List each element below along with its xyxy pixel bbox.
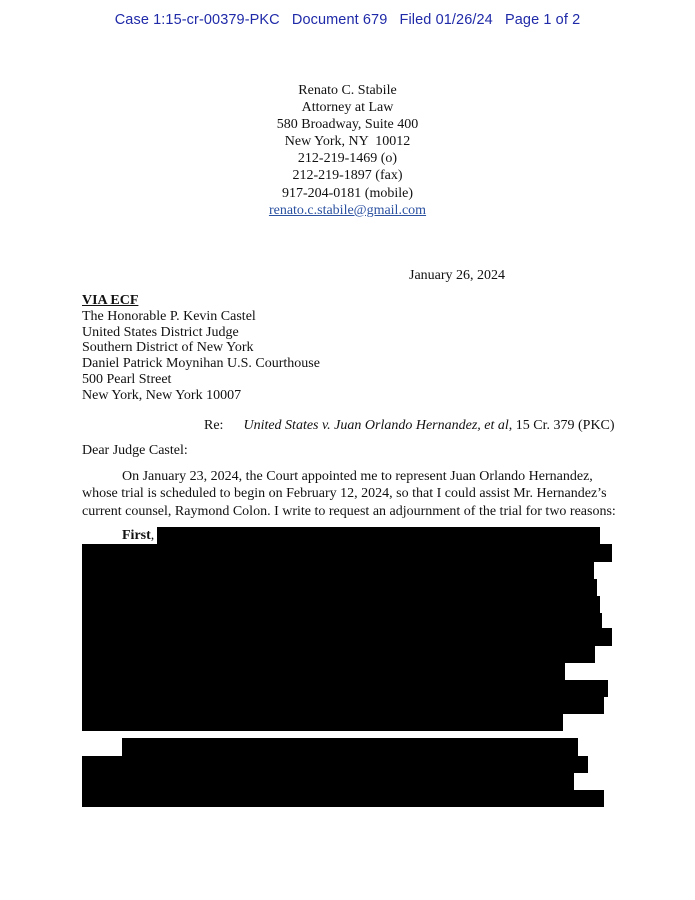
redaction-bar: [82, 773, 574, 790]
case-number: Case 1:15-cr-00379-PKC: [114, 12, 280, 28]
redaction-bar: [82, 544, 612, 562]
first-reason-label: [122, 528, 154, 544]
addressee-line: The Honorable P. Kevin Castel: [82, 308, 256, 324]
email-link[interactable]: renato.c.stabile@gmail.com: [268, 202, 427, 218]
attorney-name: Renato C. Stabile: [298, 83, 397, 98]
paragraph-line: whose trial is scheduled to begin on February 12, 2024, so that I could assist Mr. Hernandez’s: [82, 486, 607, 502]
redaction-bar: [82, 628, 612, 646]
addressee-block: [82, 293, 320, 404]
addressee-line: Daniel Patrick Moynihan U.S. Courthouse: [82, 356, 320, 372]
page-indicator: Page 1 of 2: [504, 12, 581, 28]
paragraph-line: current counsel, Raymond Colon. I write to request an adjournment of the trial for two reasons:: [82, 503, 616, 519]
first-label: First: [122, 528, 151, 543]
re-line: [204, 418, 615, 434]
addressee-line: Southern District of New York: [82, 340, 254, 356]
mobile-phone: 917-204-0181 (mobile): [281, 185, 414, 201]
city-address: New York, NY 10012: [284, 134, 411, 150]
fax-number: 212-219-1897 (fax): [292, 168, 403, 184]
redaction-bar: [82, 596, 600, 613]
letterhead: [0, 82, 695, 219]
redaction-bar: [157, 527, 600, 544]
letter-date: January 26, 2024: [409, 268, 506, 283]
redaction-bar: [82, 680, 608, 697]
delivery-method: VIA ECF: [82, 293, 139, 308]
addressee-line: United States District Judge: [82, 324, 239, 340]
filed-date: Filed 01/26/24: [399, 12, 493, 28]
redaction-bar: [82, 663, 565, 680]
addressee-line: 500 Pearl Street: [82, 371, 172, 387]
attorney-title: Attorney at Law: [301, 100, 394, 116]
redaction-bar: [82, 714, 563, 731]
document-number: Document 679: [291, 12, 388, 28]
redaction-bar: [82, 579, 597, 596]
redaction-bar: [82, 756, 588, 773]
body-paragraph: [82, 468, 616, 520]
redaction-bar: [82, 562, 594, 579]
redaction-bar: [82, 790, 604, 807]
redaction-bar: [82, 697, 604, 714]
court-filing-header: [0, 12, 695, 28]
redaction-bar: [82, 613, 602, 628]
case-name: United States v. Juan Orlando Hernandez, et al: [243, 418, 509, 433]
paragraph-line: On January 23, 2024, the Court appointed me to represent Juan Orlando Hernandez,: [122, 469, 593, 484]
redaction-bar: [122, 738, 578, 756]
case-docket: , 15 Cr. 379 (PKC): [508, 418, 615, 433]
addressee-line: New York, New York 10007: [82, 387, 242, 403]
office-phone: 212-219-1469 (o): [297, 151, 398, 167]
redaction-bar: [82, 646, 595, 663]
street-address: 580 Broadway, Suite 400: [276, 117, 419, 133]
re-label: Re:: [204, 418, 224, 433]
salutation: Dear Judge Castel:: [82, 443, 188, 458]
first-comma: ,: [150, 528, 155, 543]
